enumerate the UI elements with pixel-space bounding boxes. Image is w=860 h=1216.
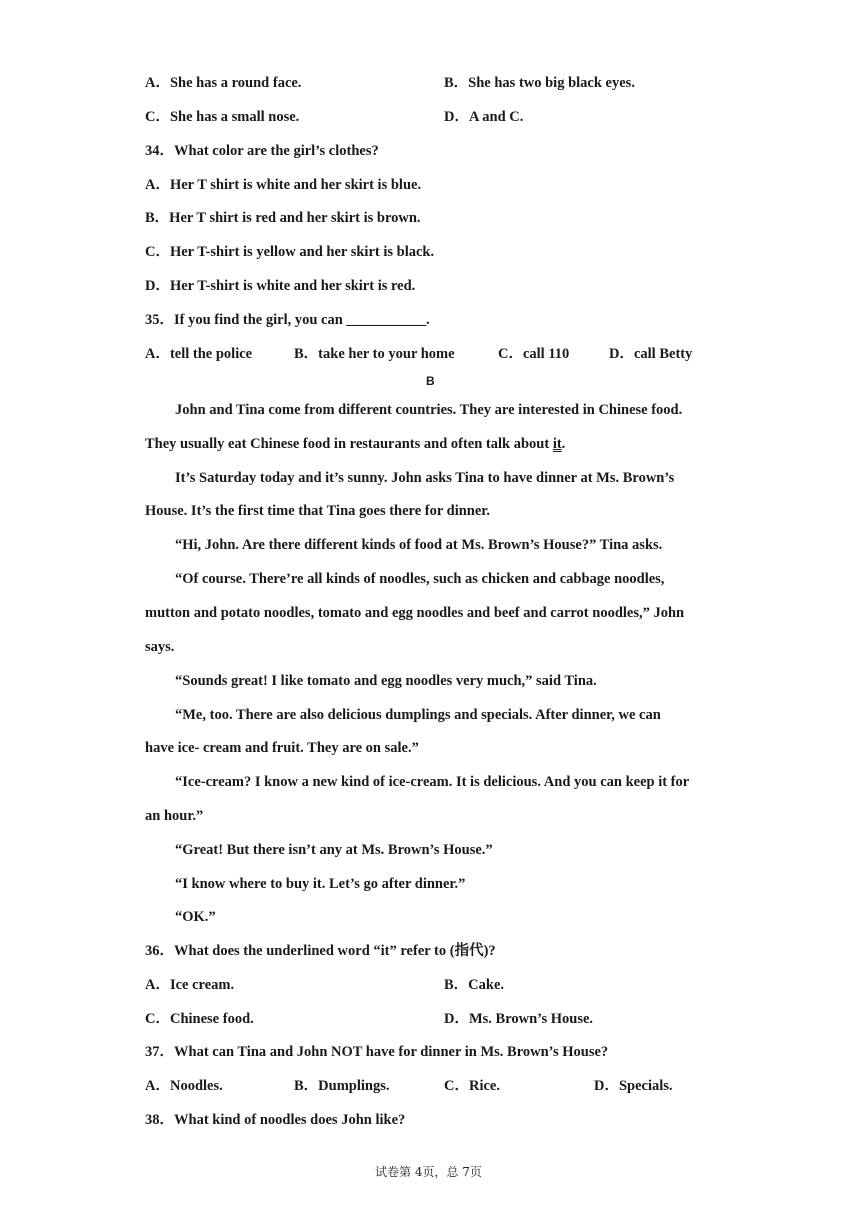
- q35-stem: 35．If you find the girl, you can ___________.: [145, 312, 430, 328]
- q33-option-c: C．She has a small nose.: [145, 109, 300, 125]
- q36-stem: 36．What does the underlined word “it” refer to (指代)?: [145, 943, 496, 959]
- passage-text: They usually eat Chinese food in restaurants and often talk about: [145, 436, 553, 452]
- section-label: B: [426, 374, 435, 388]
- passage-line: “I know where to buy it. Let’s go after dinner.”: [175, 876, 466, 892]
- q37-option-c: C．Rice.: [444, 1078, 500, 1094]
- passage-text: .: [561, 436, 566, 452]
- passage-line: says.: [145, 639, 175, 655]
- q37-stem: 37．What can Tina and John NOT have for dinner in Ms. Brown’s House?: [145, 1044, 609, 1060]
- passage-line: mutton and potato noodles, tomato and egg noodles and beef and carrot noodles,” John: [145, 605, 685, 621]
- passage-line: “OK.”: [175, 909, 216, 925]
- q36-option-a: A．Ice cream.: [145, 977, 235, 993]
- passage-line: “Ice-cream? I know a new kind of ice-cream. It is delicious. And you can keep it for: [175, 774, 690, 790]
- q36-option-c: C．Chinese food.: [145, 1011, 254, 1027]
- q36-option-d: D．Ms. Brown’s House.: [444, 1011, 594, 1027]
- passage-line: “Great! But there isn’t any at Ms. Brown’s House.”: [175, 842, 493, 858]
- passage-line: “Of course. There’re all kinds of noodles, such as chicken and cabbage noodles,: [175, 571, 665, 587]
- passage-line: “Hi, John. Are there different kinds of food at Ms. Brown’s House?” Tina asks.: [175, 537, 663, 553]
- passage-line: John and Tina come from different countries. They are interested in Chinese food.: [175, 402, 683, 418]
- q33-option-d: D．A and C.: [444, 109, 524, 125]
- passage-line: “Me, too. There are also delicious dumplings and specials. After dinner, we can: [175, 707, 661, 723]
- q37-option-b: B．Dumplings.: [294, 1078, 390, 1094]
- q35-option-d: D．call Betty: [609, 346, 693, 362]
- q34-option-d: D．Her T-shirt is white and her skirt is red.: [145, 278, 416, 294]
- passage-line: an hour.”: [145, 808, 204, 824]
- passage-line: have ice- cream and fruit. They are on sale.”: [145, 740, 419, 756]
- q37-option-a: A．Noodles.: [145, 1078, 223, 1094]
- q34-stem: 34．What color are the girl’s clothes?: [145, 143, 379, 159]
- q34-option-c: C．Her T-shirt is yellow and her skirt is black.: [145, 244, 435, 260]
- q33-option-b: B．She has two big black eyes.: [444, 75, 635, 91]
- passage-line: House. It’s the first time that Tina goes there for dinner.: [145, 503, 491, 519]
- q33-option-a: A．She has a round face.: [145, 75, 302, 91]
- passage-line: [145, 435, 565, 453]
- q37-option-d: D．Specials.: [594, 1078, 673, 1094]
- page-footer: 试卷第 4页，总 7页: [375, 1165, 482, 1179]
- q36-option-b: B．Cake.: [444, 977, 505, 993]
- q34-option-b: B．Her T shirt is red and her skirt is brown.: [145, 210, 421, 226]
- q34-option-a: A．Her T shirt is white and her skirt is blue.: [145, 177, 422, 193]
- passage-line: “Sounds great! I like tomato and egg noodles very much,” said Tina.: [175, 673, 597, 689]
- q35-option-a: A．tell the police: [145, 346, 253, 362]
- q35-option-c: C．call 110: [498, 346, 570, 362]
- passage-line: It’s Saturday today and it’s sunny. John asks Tina to have dinner at Ms. Brown’s: [175, 470, 675, 486]
- underlined-word-it: it: [552, 436, 562, 452]
- q35-option-b: B．take her to your home: [294, 346, 455, 362]
- q38-stem: 38．What kind of noodles does John like?: [145, 1112, 406, 1128]
